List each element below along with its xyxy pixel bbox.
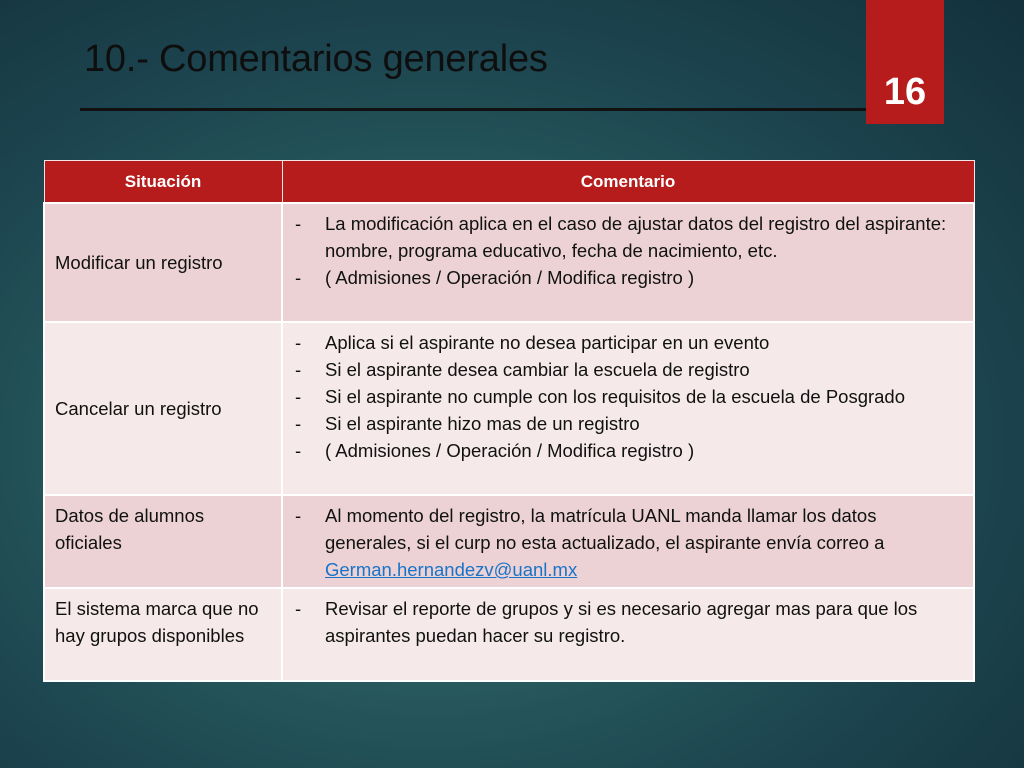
situation-cell: Datos de alumnos oficiales [44, 495, 282, 588]
comments-table [43, 160, 975, 682]
comment-list [295, 329, 959, 464]
bullet-dash: - [295, 386, 302, 407]
comment-text: Si el aspirante hizo mas de un registro [325, 413, 640, 434]
comment-cell [282, 322, 974, 495]
list-item [295, 329, 959, 356]
bullet-dash: - [295, 359, 302, 380]
header-comment: Comentario [282, 161, 974, 204]
slide-number: 16 [866, 0, 944, 124]
comment-list [295, 210, 959, 291]
comment-text: Al momento del registro, la matrícula UANL manda llamar los datos generales, si el curp no esta actualizado, el aspirante envía correo a [325, 505, 885, 553]
table-row [44, 203, 974, 322]
list-item [295, 437, 959, 464]
table-header-row [44, 161, 974, 204]
bullet-dash: - [295, 267, 302, 288]
slide-title: 10.- Comentarios generales [84, 38, 548, 80]
list-item [295, 264, 959, 291]
list-item [295, 210, 959, 264]
bullet-dash: - [295, 332, 302, 353]
table-row [44, 495, 974, 588]
list-item [295, 410, 959, 437]
comment-cell [282, 588, 974, 681]
table-row [44, 322, 974, 495]
comment-text: Si el aspirante no cumple con los requisitos de la escuela de Posgrado [325, 386, 906, 407]
list-item [295, 356, 959, 383]
comment-cell [282, 495, 974, 588]
comment-text: ( Admisiones / Operación / Modifica registro ) [325, 440, 695, 461]
table-row [44, 588, 974, 681]
list-item [295, 595, 959, 649]
comment-text: Revisar el reporte de grupos y si es necesario agregar mas para que los aspirantes puedan hacer su registro. [325, 598, 918, 646]
situation-cell: Modificar un registro [44, 203, 282, 322]
comment-cell [282, 203, 974, 322]
comment-text: Aplica si el aspirante no desea participar en un evento [325, 332, 770, 353]
bullet-dash: - [295, 440, 302, 461]
email-link[interactable]: German.hernandezv@uanl.mx [325, 559, 578, 580]
list-item [295, 383, 959, 410]
comment-text: La modificación aplica en el caso de ajustar datos del registro del aspirante: nombre, programa educativo, fecha de nacimiento, etc. [325, 213, 947, 261]
bullet-dash: - [295, 598, 302, 619]
situation-cell: Cancelar un registro [44, 322, 282, 495]
comment-text: ( Admisiones / Operación / Modifica registro ) [325, 267, 695, 288]
situation-cell: El sistema marca que no hay grupos disponibles [44, 588, 282, 681]
title-underline [80, 108, 866, 111]
comment-text: Si el aspirante desea cambiar la escuela de registro [325, 359, 750, 380]
bullet-dash: - [295, 413, 302, 434]
header-situation: Situación [44, 161, 282, 204]
list-item [295, 502, 959, 583]
bullet-dash: - [295, 213, 302, 234]
comment-list [295, 595, 959, 649]
comment-list [295, 502, 959, 583]
bullet-dash: - [295, 505, 302, 526]
